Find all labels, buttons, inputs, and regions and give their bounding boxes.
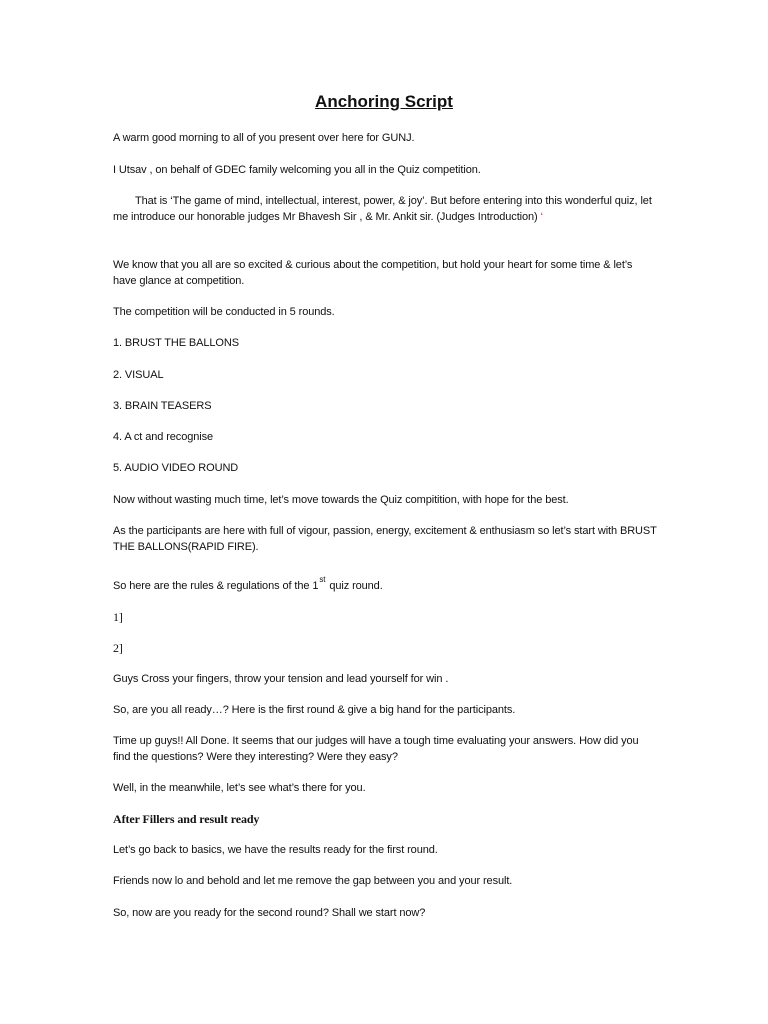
round-item-1: 1. BRUST THE BALLONS [113, 337, 239, 349]
results-paragraph: Let’s go back to basics, we have the results ready for the first round. [113, 844, 438, 856]
meanwhile-paragraph: Well, in the meanwhile, let’s see what’s there for you. [113, 782, 366, 794]
judges-intro-text: That is ‘The game of mind, intellectual, interest, power, & joy’. But before entering into this wonderful quiz, let me introduce our honorable judges Mr Bhavesh Sir , & Mr. Ankit sir. (Judges Introduction) [113, 195, 652, 223]
rule-item-1: 1] [113, 610, 123, 624]
behold-paragraph: Friends now lo and behold and let me remove the gap between you and your result. [113, 875, 513, 887]
document-title: Anchoring Script [315, 92, 453, 111]
fillers-heading: After Fillers and result ready [113, 812, 260, 826]
rules-text-before: So here are the rules & regulations of the 1 [113, 580, 319, 592]
rules-paragraph [113, 575, 658, 595]
ready-paragraph: So, are you all ready…? Here is the first round & give a big hand for the participants. [113, 704, 516, 716]
time-up-paragraph: Time up guys!! All Done. It seems that our judges will have a tough time evaluating your answers. How did you find the questions? Were they interesting? Were they easy? [113, 735, 639, 763]
stray-quote-mark: ‘ [540, 211, 543, 223]
participants-paragraph: As the participants are here with full of vigour, passion, energy, excitement & enthusiasm so let’s start with BRUST THE BALLONS(RAPID FIRE). [113, 525, 657, 553]
ordinal-superscript: st [319, 575, 326, 584]
excitement-paragraph: We know that you all are so excited & curious about the competition, but hold your heart for some time & let’s have glance at competition. [113, 259, 633, 287]
move-towards-paragraph: Now without wasting much time, let’s move towards the Quiz compitition, with hope for the best. [113, 494, 569, 506]
cross-fingers-paragraph: Guys Cross your fingers, throw your tension and lead yourself for win . [113, 673, 449, 685]
greeting-paragraph: A warm good morning to all of you present over here for GUNJ. [113, 132, 415, 144]
rules-text-after: quiz round. [326, 580, 383, 592]
second-round-paragraph: So, now are you ready for the second round? Shall we start now? [113, 907, 426, 919]
welcome-paragraph: I Utsav , on behalf of GDEC family welcoming you all in the Quiz competition. [113, 164, 481, 176]
round-item-2: 2. VISUAL [113, 369, 164, 381]
judges-intro-paragraph [113, 193, 658, 225]
round-item-5: 5. AUDIO VIDEO ROUND [113, 462, 239, 474]
rule-item-2: 2] [113, 641, 123, 655]
round-item-4: 4. A ct and recognise [113, 431, 214, 443]
round-item-3: 3. BRAIN TEASERS [113, 400, 212, 412]
rounds-intro-paragraph: The competition will be conducted in 5 rounds. [113, 306, 335, 318]
